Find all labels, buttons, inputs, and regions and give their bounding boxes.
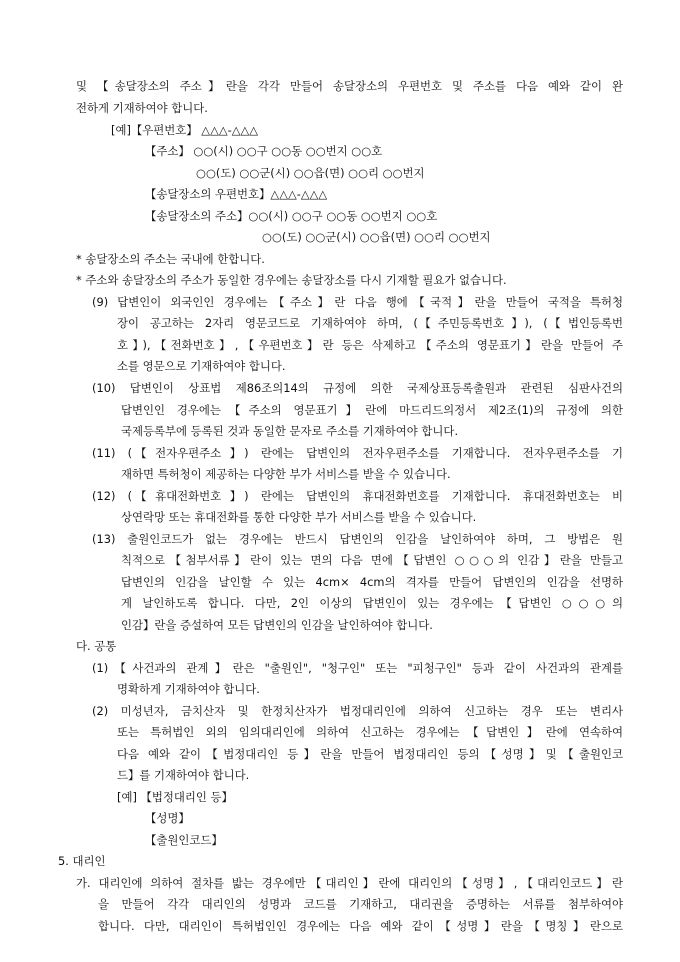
text-line: 【출원인코드】 (145, 833, 223, 847)
text-line: (13) 출원인코드가 없는 경우에는 반드시 답변인의 인감을 날인하여야 하며, 그 방법은 원 (92, 532, 623, 546)
text-line: 상연락망 또는 휴대전화를 통한 다양한 부가 서비스를 받을 수 있습니다. (121, 510, 477, 524)
text-line: 【주소】 ○○(시) ○○구 ○○동 ○○번지 ○○호 (145, 144, 383, 158)
text-line: 답변인의 인감을 날인할 수 있는 4cm× 4cm의 격자를 만들어 답변인의 인감을 선명하 (121, 575, 623, 589)
text-line: 명확하게 기재하여야 합니다. (117, 682, 260, 696)
text-line: 을 만들어 각각 대리인의 성명과 코드를 기재하고, 대리권을 증명하는 서류를 첨부하여야 (98, 897, 623, 911)
section-heading: 다. 공통 (76, 639, 117, 653)
text-line: 【송달장소의 주소】○○(시) ○○구 ○○동 ○○번지 ○○호 (145, 209, 438, 223)
text-line: ○○(도) ○○군(시) ○○읍(면) ○○리 ○○번지 (262, 230, 491, 244)
text-line: 또는 특허법인 외의 임의대리인에 의하여 신고하는 경우에는【답변인】란에 연속하여 (117, 725, 623, 739)
text-line: 및 【송달장소의 주소】란을 각각 만들어 송달장소의 우편번호 및 주소를 다음 예와 같이 완 (76, 79, 623, 93)
text-line: (2) 미성년자, 금치산자 및 한정치산자가 법정대리인에 의하여 신고하는 경우 또는 변리사 (92, 704, 623, 718)
text-line: 합니다. 다만, 대리인이 특허법인인 경우에는 다음 예와 같이【성명】란을【명칭】란으로 (98, 919, 623, 933)
text-line: 가. 대리인에 의하여 절차를 밟는 경우에만【대리인】란에 대리인의【성명】,【대리인코드】란 (76, 876, 623, 890)
text-line: 【송달장소의 우편번호】△△△-△△△ (145, 187, 328, 201)
text-line: (12) (【휴대전화번호】) 란에는 답변인의 휴대전화번호를 기재합니다. 휴대전화번호는 비 (92, 489, 623, 503)
text-line: 인감】란을 증설하여 모든 답변인의 인감을 날인하여야 합니다. (121, 618, 433, 632)
text-line: 칙적으로【첨부서류】란이 있는 면의 다음 면에【답변인 ○○○의 인감】란을 만들고 (121, 553, 623, 567)
text-line: 게 날인하도록 합니다. 다만, 2인 이상의 답변인이 있는 경우에는【답변인 ○○○의 (121, 596, 623, 610)
text-line: 드】를 기재하여야 합니다. (117, 768, 250, 782)
text-line: [예]【우편번호】 △△△-△△△ (111, 123, 258, 137)
text-line: 소를 영문으로 기재하여야 합니다. (117, 359, 286, 373)
text-line: * 주소와 송달장소의 주소가 동일한 경우에는 송달장소를 다시 기재할 필요가 없습니다. (76, 273, 507, 287)
text-line: * 송달장소의 주소는 국내에 한합니다. (76, 252, 265, 266)
text-line: (10) 답변인이 상표법 제86조의14의 규정에 의한 국제상표등록출원과 관련된 심판사건의 (92, 381, 623, 395)
text-line: (1)【사건과의 관계】란은 "출원인", "청구인" 또는 "피청구인" 등과 같이 사건과의 관계를 (92, 661, 623, 675)
text-line: 국제등록부에 등록된 것과 동일한 문자로 주소를 기재하여야 합니다. (121, 424, 459, 438)
text-line: ○○(도) ○○군(시) ○○읍(면) ○○리 ○○번지 (196, 166, 425, 180)
text-line: 호】),【전화번호】,【우편번호】란 등은 삭제하고【주소의 영문표기】란을 만들어 주 (117, 338, 623, 352)
section-heading: 5. 대리인 (58, 854, 106, 868)
text-line: 전하게 기재하여야 합니다. (76, 101, 208, 115)
text-line: 【성명】 (145, 811, 190, 825)
text-line: 답변인인 경우에는【주소의 영문표기】란에 마드리드의정서 제2조(1)의 규정에 의한 (121, 403, 623, 417)
text-line: 다음 예와 같이【법정대리인 등】란을 만들어 법정대리인 등의【성명】및【출원인코 (117, 747, 623, 761)
text-line: (9) 답변인이 외국인인 경우에는【주소】란 다음 행에【국적】란을 만들어 국적을 특허청 (92, 295, 623, 309)
text-line: 재하면 특허청이 제공하는 다양한 부가 서비스를 받을 수 있습니다. (121, 467, 451, 481)
text-line: 장이 공고하는 2자리 영문코드로 기재하여야 하며, (【주민등록번호】), (【법인등록번 (117, 316, 623, 330)
text-line: [예] 【법정대리인 등】 (117, 790, 233, 804)
text-line: (11) (【전자우편주소】) 란에는 답변인의 전자우편주소를 기재합니다. 전자우편주소를 기 (92, 446, 623, 460)
